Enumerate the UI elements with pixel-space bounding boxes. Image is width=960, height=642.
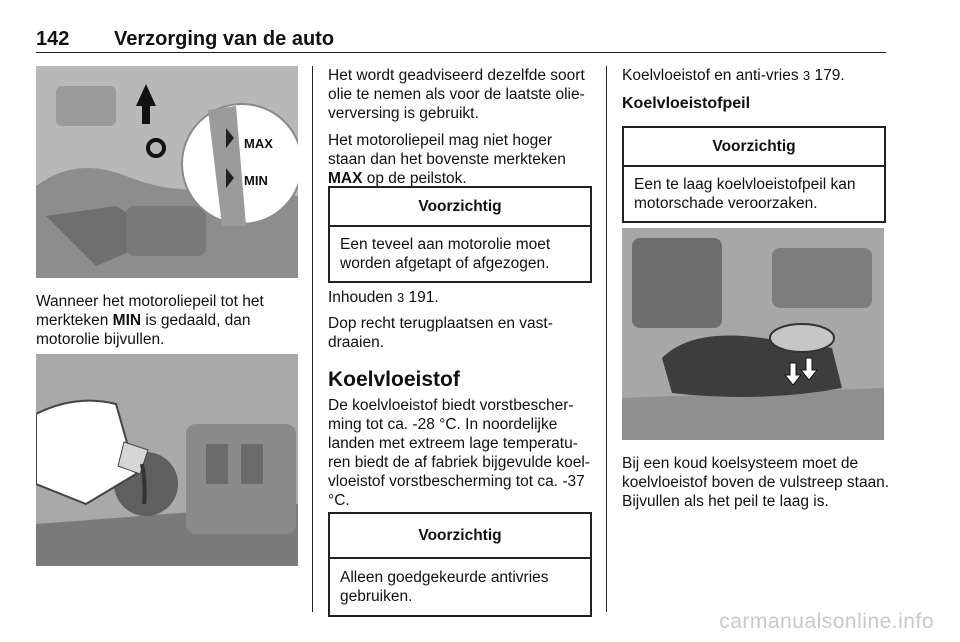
page-number: 142 (36, 28, 70, 50)
column2-text (328, 66, 594, 196)
min-mark-label: MIN (244, 173, 268, 188)
cap-paragraph: Dop recht terugplaatsen en vastdraaien. (328, 315, 553, 351)
oil-filling-figure (36, 354, 298, 566)
max-mark-label: MAX (244, 136, 273, 151)
caution-box-antifreeze (328, 512, 592, 617)
page-title: Verzorging van de auto (114, 28, 335, 50)
page-reference-icon: 3 (802, 68, 811, 83)
caution-box-oil (328, 186, 592, 283)
header-rule (36, 52, 886, 53)
caution-text: Alleen goedgekeurde antivries gebruiken. (340, 569, 549, 605)
capacity-line: Inhouden 3 191. (328, 289, 439, 306)
coolant-level-paragraph: Bij een koud koelsysteem moet de koelvloeistof boven de vulstreep staan. Bijvullen als het peil te laag is. (622, 455, 890, 510)
antifreeze-ref-line: Koelvloeistof en anti-vries 3 179. (622, 67, 845, 84)
caution-box-coolant (622, 126, 886, 223)
caution-heading: Voorzichtig (330, 188, 590, 227)
refill-paragraph: Wanneer het motoroliepeil tot het merkteken MIN is gedaald, dan motorolie bijvullen. (36, 293, 264, 348)
watermark: carmanualsonline.info (719, 610, 934, 633)
page-reference-icon: 3 (396, 290, 405, 305)
max-level-paragraph: Het motoroliepeil mag niet hoger staan dan het bovenste merkteken MAX op de peilstok. (328, 132, 566, 187)
coolant-heading: Koelvloeistof (328, 368, 460, 391)
coolant-reservoir-figure (622, 228, 884, 440)
caution-heading: Voorzichtig (330, 514, 590, 559)
oil-type-paragraph: Het wordt geadviseerd dezelfde soort olie te nemen als voor de laatste olieverversing is gebruikt. (328, 67, 585, 122)
column-divider-1 (312, 66, 313, 612)
dipstick-figure (36, 66, 298, 278)
frost-protection-paragraph: De koelvloeistof biedt vorstbescherming tot ca. -28 °C. In noordelijke landen met extreem lage temperaturen biedt de af fabriek bijgevulde koelvloeistof vorstbescherming tot ca. -37 °C. (328, 397, 590, 509)
caution-text: Een teveel aan motorolie moet worden afgetapt of afgezogen. (340, 236, 551, 272)
caution-heading: Voorzichtig (624, 128, 884, 167)
column-divider-2 (606, 66, 607, 612)
caution-text: Een te laag koelvloeistofpeil kan motorschade veroorzaken. (634, 176, 856, 212)
coolant-level-heading: Koelvloeistofpeil (622, 95, 751, 112)
